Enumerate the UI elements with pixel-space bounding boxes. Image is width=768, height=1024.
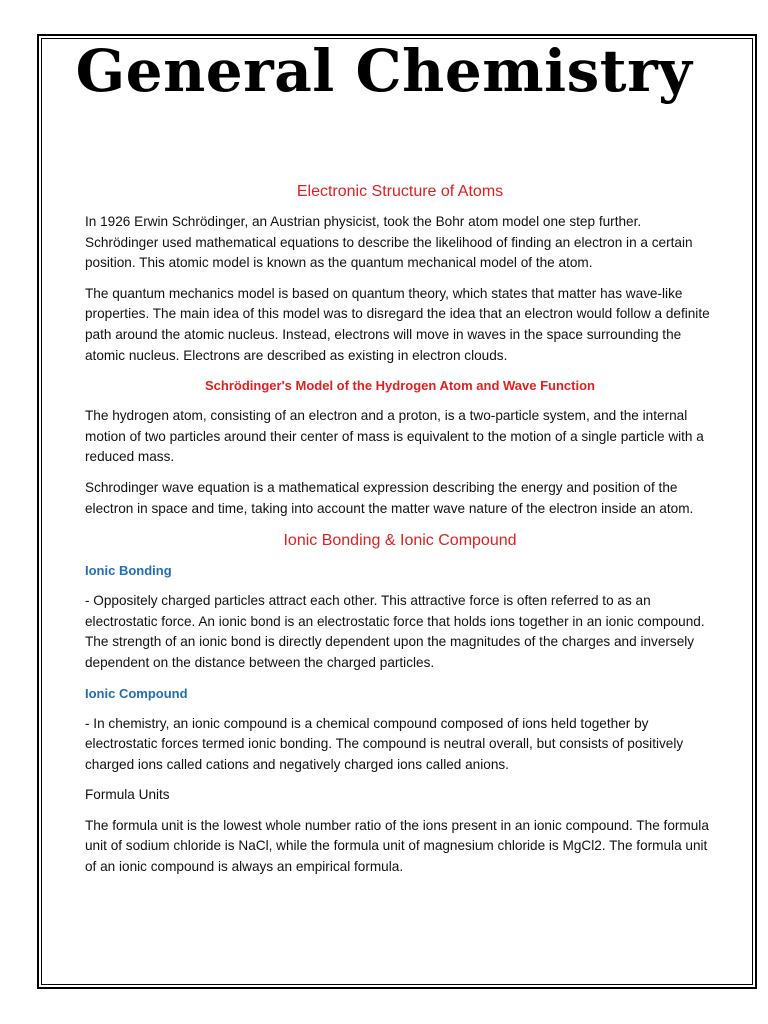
schrodinger-model-heading: Schrödinger's Model of the Hydrogen Atom and Wave Function [205, 378, 595, 394]
document-body [85, 180, 715, 888]
ionic-bonding-compound-heading: Ionic Bonding & Ionic Compound [283, 532, 517, 550]
ionic-bonding-subheading: Ionic Bonding [85, 563, 172, 579]
electronic-structure-paragraph-2: The quantum mechanics model is based on quantum theory, which states that matter has wave-like properties. The main idea of this model was to disregard the idea that an electron would follow a definite path around the atomic nucleus. Instead, electrons will move in waves in the space surrounding the atomic nucleus. Electrons are described as existing in electron clouds. [85, 285, 710, 363]
schrodinger-model-paragraph-1: The hydrogen atom, consisting of an electron and a proton, is a two-particle system, and the internal motion of two particles around their center of mass is equivalent to the motion of a single particle with a reduced mass. [85, 408, 704, 465]
schrodinger-model-paragraph-2: Schrodinger wave equation is a mathematical expression describing the energy and position of the electron in space and time, taking into account the matter wave nature of the electron inside an atom. [85, 479, 694, 516]
ionic-compound-paragraph: - In chemistry, an ionic compound is a chemical compound composed of ions held together by electrostatic forces termed ionic bonding. The compound is neutral overall, but consists of positively charged ions called cations and negatively charged ions called anions. [85, 715, 684, 772]
ionic-bonding-paragraph: - Oppositely charged particles attract each other. This attractive force is often referred to as an electrostatic force. An ionic bond is an electrostatic force that holds ions together in an ionic compound. The strength of an ionic bond is directly dependent upon the magnitudes of the charges and inversely dependent on the distance between the charged particles. [85, 593, 705, 670]
electronic-structure-paragraph-1: In 1926 Erwin Schrödinger, an Austrian physicist, took the Bohr atom model one step further. Schrödinger used mathematical equations to describe the likelihood of finding an electron in a certain position. This atomic model is known as the quantum mechanical model of the atom. [85, 214, 693, 271]
formula-units-label: Formula Units [85, 787, 170, 803]
document-title: General Chemistry [75, 37, 693, 105]
ionic-compound-subheading: Ionic Compound [85, 685, 188, 701]
formula-units-paragraph: The formula unit is the lowest whole number ratio of the ions present in an ionic compound. The formula unit of sodium chloride is NaCl, while the formula unit of magnesium chloride is MgCl2. The formula unit of an ionic compound is always an empirical formula. [85, 817, 709, 875]
electronic-structure-heading: Electronic Structure of Atoms [296, 183, 504, 200]
